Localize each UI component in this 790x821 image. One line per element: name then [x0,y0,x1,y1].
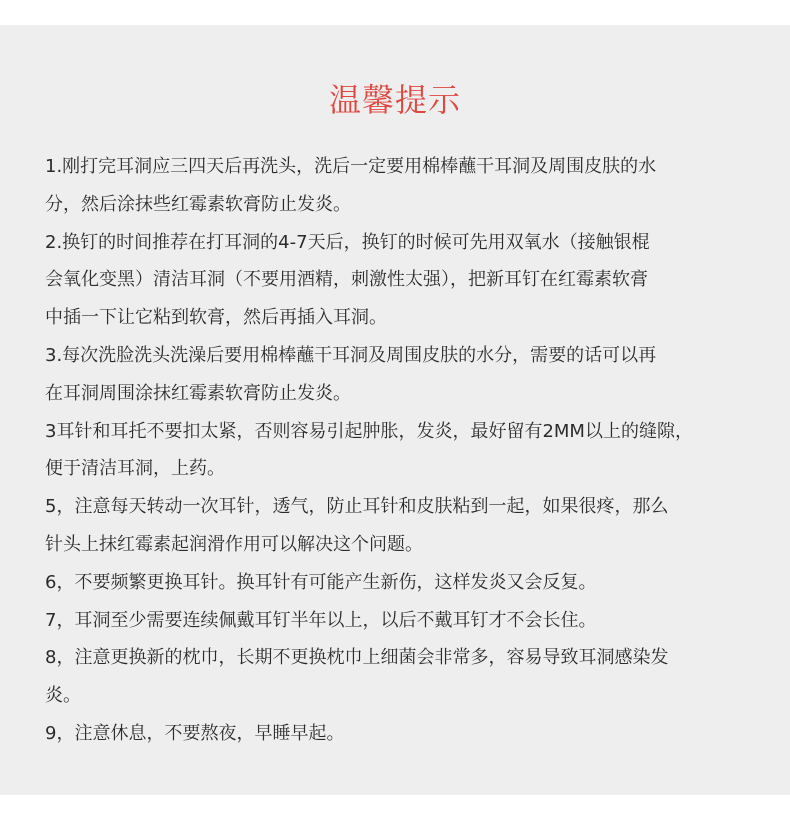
tip-line: 1.刚打完耳洞应三四天后再洗头，洗后一定要用棉棒蘸干耳洞及周围皮肤的水 [45,156,657,177]
tip-line: 会氧化变黑）清洁耳洞（不要用酒精，刺激性太强），把新耳钉在红霉素软膏 [45,269,648,291]
tip-line: 中插一下让它粘到软膏，然后再插入耳洞。 [45,307,387,329]
tip-line: 炎。 [45,685,81,707]
tip-line: 3.每次洗脸洗头洗澡后要用棉棒蘸干耳洞及周围皮肤的水分，需要的话可以再 [45,344,657,366]
tip-line: 9，注意休息，不要熬夜，早睡早起。 [45,722,345,744]
tip-line: 6，不要频繁更换耳针。换耳针有可能产生新伤，这样发炎又会反复。 [45,571,597,593]
tip-line: 5，注意每天转动一次耳针，透气，防止耳针和皮肤粘到一起，如果很疼，那么 [45,496,669,518]
tip-line: 针头上抹红霉素起润滑作用可以解决这个问题。 [45,533,423,555]
tip-line: 8，注意更换新的枕巾，长期不更换枕巾上细菌会非常多，容易导致耳洞感染发 [45,647,669,669]
tip-line: 在耳洞周围涂抹红霉素软膏防止发炎。 [45,382,351,404]
page-title: 温馨提示 [328,81,461,119]
tip-line: 7，耳洞至少需要连续佩戴耳钉半年以上，以后不戴耳钉才不会长住。 [45,609,597,631]
tips-body [45,148,765,753]
tip-line: 2.换钉的时间推荐在打耳洞的4-7天后，换钉的时候可先用双氧水（接触银棍 [45,231,650,253]
tip-line: 3耳针和耳托不要扣太紧，否则容易引起肿胀，发炎，最好留有2MM以上的缝隙， [45,420,693,442]
tip-line: 分，然后涂抹些红霉素软膏防止发炎。 [45,193,351,215]
tip-line: 便于清洁耳洞，上药。 [45,458,225,480]
